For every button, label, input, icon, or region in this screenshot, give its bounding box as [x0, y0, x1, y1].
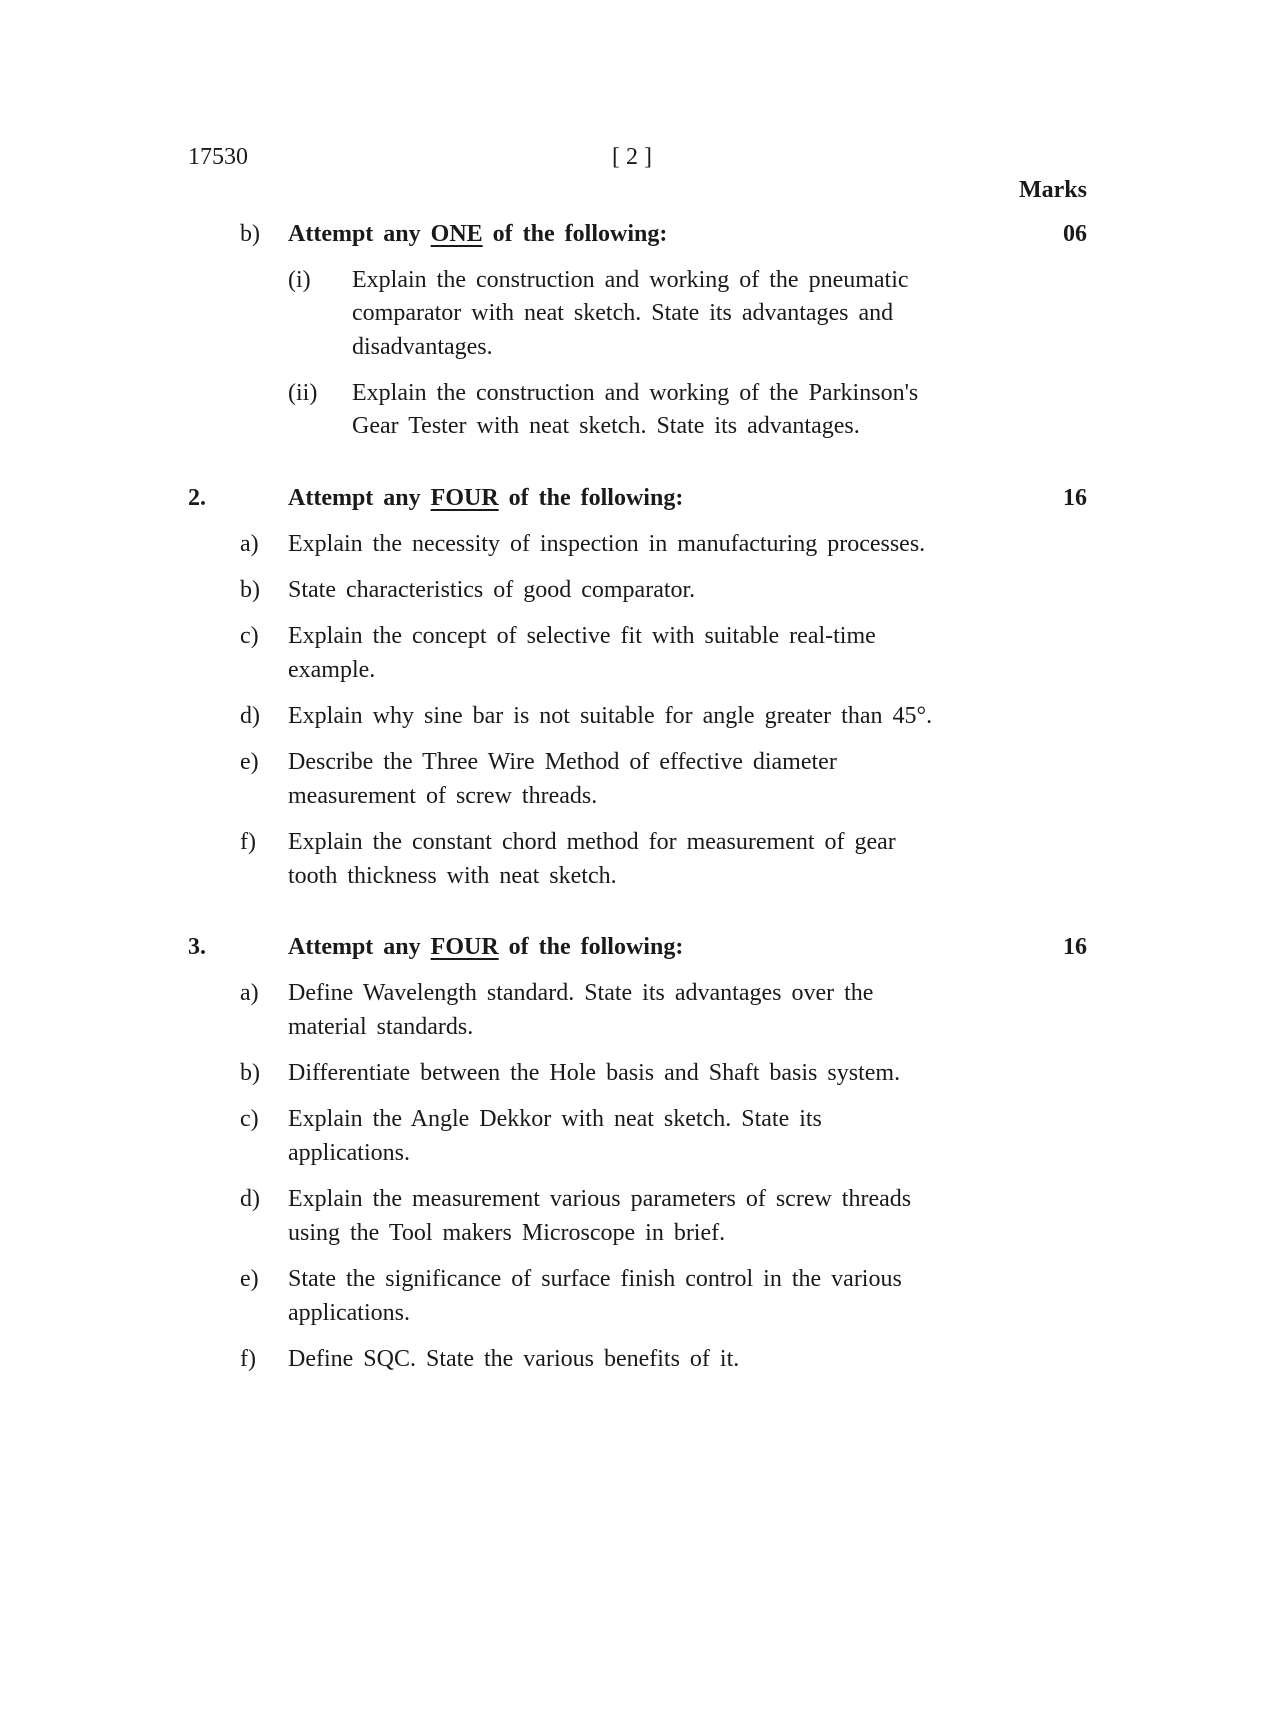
- instruction-post: of the following:: [508, 934, 684, 960]
- instruction: [288, 218, 667, 251]
- item-line: Explain the Angle Dekkor with neat sketch. State its: [288, 1106, 822, 1132]
- instruction-post: of the following:: [508, 485, 684, 511]
- marks-value: 16: [1063, 485, 1087, 511]
- item-label: b): [240, 1060, 260, 1086]
- item-line: applications.: [288, 1300, 410, 1326]
- sub-question-label: b): [240, 221, 260, 247]
- item-line: tooth thickness with neat sketch.: [288, 863, 617, 889]
- item-label: c): [240, 623, 259, 649]
- item-line: measurement of screw threads.: [288, 783, 598, 809]
- instruction-key: FOUR: [430, 485, 499, 511]
- instruction-post: of the following:: [492, 221, 668, 247]
- item-label: f): [240, 829, 256, 855]
- marks-value: 16: [1063, 934, 1087, 960]
- item-line: comparator with neat sketch. State its advantages and: [352, 300, 894, 326]
- page-number: [ 2 ]: [612, 144, 652, 170]
- item-label: f): [240, 1346, 256, 1372]
- item-line: example.: [288, 657, 376, 683]
- marks-value: 06: [1063, 221, 1087, 247]
- question-number: 2.: [188, 485, 206, 511]
- item-label: a): [240, 531, 259, 557]
- item-label: (ii): [288, 380, 318, 406]
- instruction: [288, 931, 683, 964]
- item-label: d): [240, 1186, 260, 1212]
- item-line: Differentiate between the Hole basis and Shaft basis system.: [288, 1060, 901, 1086]
- instruction-pre: Attempt any: [288, 221, 421, 247]
- item-label: e): [240, 749, 259, 775]
- instruction-pre: Attempt any: [288, 934, 421, 960]
- item-line: Explain the construction and working of the Parkinson's: [352, 380, 919, 406]
- item-line: Explain the constant chord method for measurement of gear: [288, 829, 896, 855]
- item-line: Explain the construction and working of the pneumatic: [352, 267, 909, 293]
- item-line: material standards.: [288, 1014, 474, 1040]
- item-line: applications.: [288, 1140, 410, 1166]
- item-line: Explain the necessity of inspection in manufacturing processes.: [288, 531, 926, 557]
- item-line: Explain the measurement various parameters of screw threads: [288, 1186, 912, 1212]
- item-line: Describe the Three Wire Method of effective diameter: [288, 749, 837, 775]
- instruction: [288, 482, 683, 515]
- item-line: State the significance of surface finish control in the various: [288, 1266, 902, 1292]
- item-line: Gear Tester with neat sketch. State its advantages.: [352, 413, 860, 439]
- item-line: Define SQC. State the various benefits of it.: [288, 1346, 740, 1372]
- instruction-key: ONE: [430, 221, 483, 247]
- item-label: (i): [288, 267, 311, 293]
- item-line: State characteristics of good comparator.: [288, 577, 696, 603]
- question-number: 3.: [188, 934, 206, 960]
- item-line: Explain why sine bar is not suitable for angle greater than 45°.: [288, 703, 933, 729]
- item-label: e): [240, 1266, 259, 1292]
- item-label: c): [240, 1106, 259, 1132]
- item-line: Explain the concept of selective fit with suitable real-time: [288, 623, 876, 649]
- item-label: b): [240, 577, 260, 603]
- paper-code: 17530: [188, 144, 248, 170]
- instruction-pre: Attempt any: [288, 485, 421, 511]
- item-label: a): [240, 980, 259, 1006]
- item-line: using the Tool makers Microscope in brief.: [288, 1220, 726, 1246]
- item-label: d): [240, 703, 260, 729]
- item-line: Define Wavelength standard. State its advantages over the: [288, 980, 874, 1006]
- instruction-key: FOUR: [430, 934, 499, 960]
- marks-heading: Marks: [1019, 177, 1087, 203]
- item-line: disadvantages.: [352, 334, 493, 360]
